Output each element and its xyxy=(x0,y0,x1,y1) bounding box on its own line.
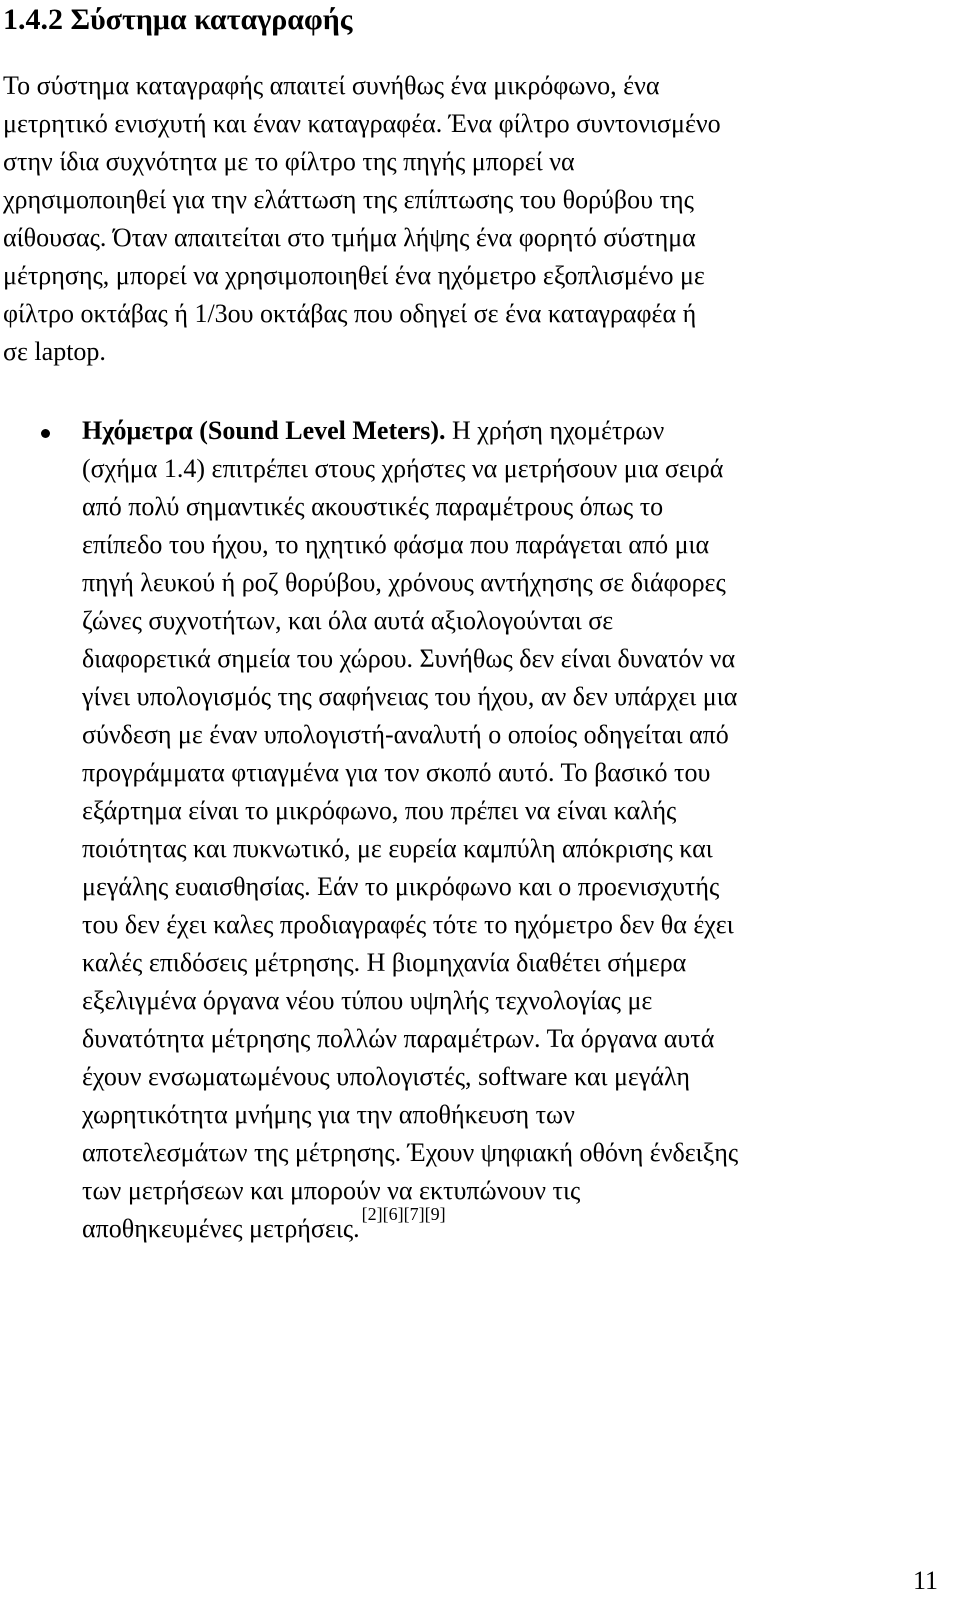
paragraph-line: Το σύστημα καταγραφής απαιτεί συνήθως ένα μικρόφωνο, ένα xyxy=(3,71,660,100)
paragraph-line: σε laptop. xyxy=(3,337,106,366)
paragraph-line: φίλτρο οκτάβας ή 1/3ου οκτάβας που οδηγεί σε ένα καταγραφέα ή xyxy=(3,299,697,328)
bullet-line: πηγή λευκού ή ροζ θορύβου, χρόνους αντήχησης σε διάφορες xyxy=(82,568,726,597)
bullet-line: σύνδεση με έναν υπολογιστή-αναλυτή ο οποίος οδηγείται από xyxy=(82,720,729,749)
bullet-line: των μετρήσεων και μπορούν να εκτυπώνουν τις xyxy=(82,1176,581,1205)
bullet-term: Ηχόμετρα (Sound Level Meters). xyxy=(82,416,446,445)
bullet-line: μεγάλης ευαισθησίας. Εάν το μικρόφωνο και ο προενισχυτής xyxy=(82,872,720,901)
bullet-line: του δεν έχει καλες προδιαγραφές τότε το ηχόμετρο δεν θα έχει xyxy=(82,910,734,939)
bullet-line: αποτελεσμάτων της μέτρησης. Έχουν ψηφιακή οθόνη ένδειξης xyxy=(82,1138,739,1167)
section-heading: 1.4.2 Σύστημα καταγραφής xyxy=(3,3,353,36)
bullet-line: χωρητικότητα μνήμης για την αποθήκευση των xyxy=(82,1100,575,1129)
bullet-line: επίπεδο του ήχου, το ηχητικό φάσμα που παράγεται από μια xyxy=(82,530,710,559)
page-number: 11 xyxy=(912,1566,938,1595)
bullet-line: διαφορετικά σημεία του χώρου. Συνήθως δεν είναι δυνατόν να xyxy=(82,644,736,673)
bullet-line: εξάρτημα είναι το μικρόφωνο, που πρέπει να είναι καλής xyxy=(82,796,677,825)
bullet-line: (σχήμα 1.4) επιτρέπει στους χρήστες να μετρήσουν μια σειρά xyxy=(82,454,724,483)
bullet-line: ποιότητας και πυκνωτικό, με ευρεία καμπύλη απόκρισης και xyxy=(82,834,713,863)
bullet-last-line xyxy=(82,1204,952,1250)
reference-citations: [2][6][7][9] xyxy=(361,1204,446,1224)
bullet-line: δυνατότητα μέτρησης πολλών παραμέτρων. Τα όργανα αυτά xyxy=(82,1024,715,1053)
bullet-line: από πολύ σημαντικές ακουστικές παραμέτρους όπως το xyxy=(82,492,664,521)
paragraph-line: αίθουσας. Όταν απαιτείται στο τμήμα λήψης ένα φορητό σύστημα xyxy=(3,223,696,252)
bullet-last-line-text: αποθηκευμένες μετρήσεις. xyxy=(82,1214,360,1243)
bullet-dot-icon xyxy=(41,429,50,438)
bullet-first-line-text: Η χρήση ηχομέτρων xyxy=(445,416,665,445)
bullet-item-sound-level-meters xyxy=(82,412,952,1250)
bullet-line: έχουν ενσωματωμένους υπολογιστές, software και μεγάλη xyxy=(82,1062,690,1091)
bullet-line: εξελιγμένα όργανα νέου τύπου υψηλής τεχνολογίας με xyxy=(82,986,653,1015)
bullet-line: ζώνες συχνοτήτων, και όλα αυτά αξιολογούνται σε xyxy=(82,606,614,635)
paragraph-line: μετρητικό ενισχυτή και έναν καταγραφέα. Ένα φίλτρο συντονισμένο xyxy=(3,109,721,138)
paragraph-line: στην ίδια συχνότητα με το φίλτρο της πηγής μπορεί να xyxy=(3,147,575,176)
bullet-line: προγράμματα φτιαγμένα για τον σκοπό αυτό. Το βασικό του xyxy=(82,758,711,787)
bullet-line: γίνει υπολογισμός της σαφήνειας του ήχου, αν δεν υπάρχει μια xyxy=(82,682,738,711)
bullet-line: καλές επιδόσεις μέτρησης. Η βιομηχανία διαθέτει σήμερα xyxy=(82,948,687,977)
bullet-first-line xyxy=(82,412,952,450)
paragraph-line: χρησιμοποιηθεί για την ελάττωση της επίπτωσης του θορύβου της xyxy=(3,185,694,214)
paragraph-line: μέτρησης, μπορεί να χρησιμοποιηθεί ένα ηχόμετρο εξοπλισμένο με xyxy=(3,261,705,290)
intro-paragraph xyxy=(3,67,953,371)
